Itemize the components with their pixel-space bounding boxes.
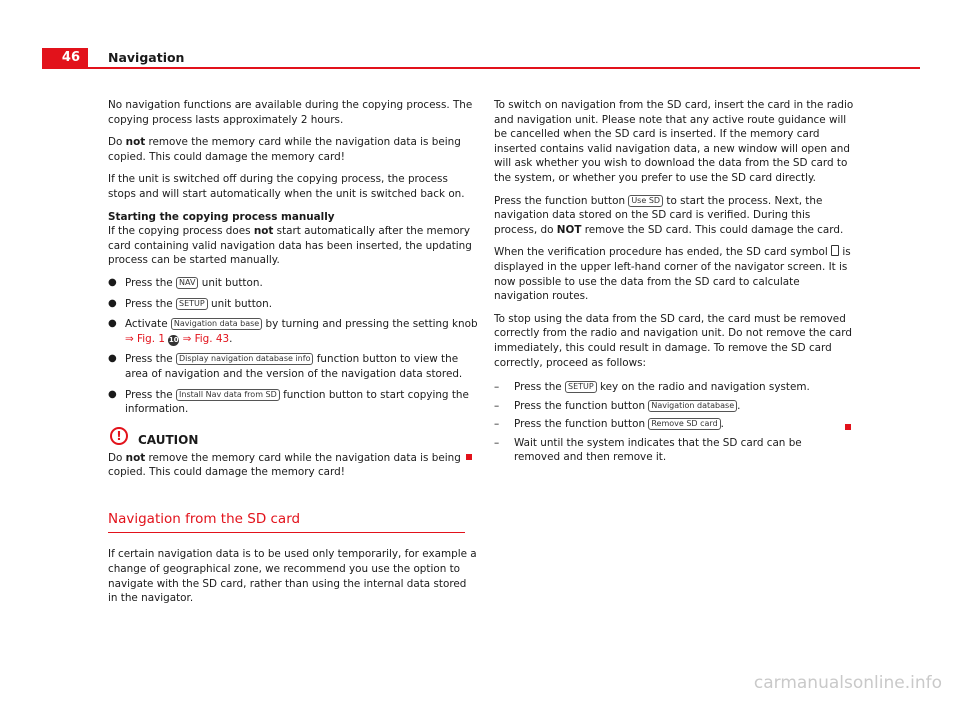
dash-icon: –: [494, 436, 500, 449]
paragraph: When the verification procedure has ended, the SD card symbol is displayed in the upper left-hand corner of the navigator screen. It is now possible to use the data from the SD card to calculate navigation routes.: [494, 246, 851, 303]
bullet-icon: ●: [108, 353, 117, 365]
list-item: ● Press the Display navigation database info function button to view the area of navigation and the version of the navigation data stored.: [108, 353, 463, 380]
end-square-icon: [466, 454, 472, 460]
left-column: [108, 98, 478, 614]
watermark: carmanualsonline.info: [753, 673, 942, 693]
header-rule: [42, 67, 920, 69]
paragraph: To switch on navigation from the SD card, insert the card in the radio and navigation unit. Please note that any active route guidance will be cancelled when the SD card is inserted. If the memory card inserted contains valid navigation data, a new window will open and will ask whether you wish to download the data from the SD card to the system, or whether you prefer to use the SD card directly.: [494, 99, 854, 184]
paragraph: If the copying process does not start automatically after the memory card containing valid navigation data has been inserted, the updating process can be started manually.: [108, 225, 472, 267]
paragraph: If the unit is switched off during the copying process, the process stops and will start automatically when the unit is switched back on.: [108, 173, 465, 200]
remove-sd-card-button-label: Remove SD card: [648, 418, 720, 430]
list-item: ● Press the NAV unit button.: [108, 276, 263, 289]
install-nav-data-button-label: Install Nav data from SD: [176, 389, 280, 401]
paragraph: No navigation functions are available during the copying process. The copying process lasts approximately 2 hours.: [108, 99, 473, 126]
list-item: – Press the SETUP key on the radio and navigation system.: [494, 381, 810, 394]
sd-card-icon: [831, 245, 839, 256]
right-column: [494, 98, 854, 469]
page-title: Navigation: [108, 50, 185, 65]
end-square-icon: [845, 424, 851, 430]
list-item: ● Press the SETUP unit button.: [108, 297, 273, 310]
nav-button-label: NAV: [176, 277, 198, 289]
list-item: ● Activate Navigation data base by turning and pressing the setting knob ⇒ Fig. 1 10 ⇒ Fig. 43.: [108, 318, 478, 345]
caution-box: [108, 427, 478, 449]
figure-link[interactable]: ⇒ Fig. 1: [125, 332, 165, 345]
figure-link[interactable]: ⇒ Fig. 43: [182, 332, 230, 345]
paragraph: Press the function button Use SD to start the process. Next, the navigation data stored on the SD card is verified. During this process, do NOT remove the SD card. This could damage the card.: [494, 194, 844, 236]
dash-icon: –: [494, 418, 500, 431]
list-item: – Press the function button Navigation database .: [494, 399, 741, 412]
paragraph: To stop using the data from the SD card, the card must be removed correctly from the radio and navigation unit. Do not remove the card immediately, this could result in damage. To remove the SD card correctly, proceed as follows:: [494, 312, 852, 369]
bullet-icon: ●: [108, 388, 117, 400]
dash-icon: –: [494, 381, 500, 394]
callout-number-icon: 10: [168, 335, 179, 344]
bullet-icon: ●: [108, 297, 117, 309]
dash-icon: –: [494, 399, 500, 412]
section-rule: [108, 532, 465, 534]
caution-exclamation-icon: !: [110, 427, 128, 445]
use-sd-button-label: Use SD: [628, 195, 663, 207]
paragraph: If certain navigation data is to be used only temporarily, for example a change of geographical zone, we recommend you use the option to navigate with the SD card, rather than using the internal data stored in the navigator.: [108, 548, 477, 605]
setup-button-label: SETUP: [176, 298, 208, 310]
navigation-database-button-label: Navigation database: [648, 400, 737, 412]
setup-button-label: SETUP: [565, 381, 597, 393]
navigation-data-base-button-label: Navigation data base: [171, 318, 262, 330]
caution-label: CAUTION: [138, 432, 199, 447]
display-database-info-button-label: Display navigation database info: [176, 353, 313, 365]
paragraph: Do not remove the memory card while the navigation data is being copied. This could damage the memory card!: [108, 136, 461, 163]
caution-text: Do not remove the memory card while the navigation data is being copied. This could damage the memory card!: [108, 451, 461, 479]
list-item: – Press the function button Remove SD card .: [494, 418, 724, 431]
list-item: – Wait until the system indicates that the SD card can be removed and then remove it.: [494, 436, 802, 464]
section-title: Navigation from the SD card: [108, 510, 301, 527]
list-item: ● Press the Install Nav data from SD function button to start copying the information.: [108, 388, 469, 416]
bullet-icon: ●: [108, 276, 117, 288]
page-number: 46: [42, 48, 88, 68]
bullet-icon: ●: [108, 318, 117, 330]
subheading: Starting the copying process manually: [108, 210, 335, 223]
